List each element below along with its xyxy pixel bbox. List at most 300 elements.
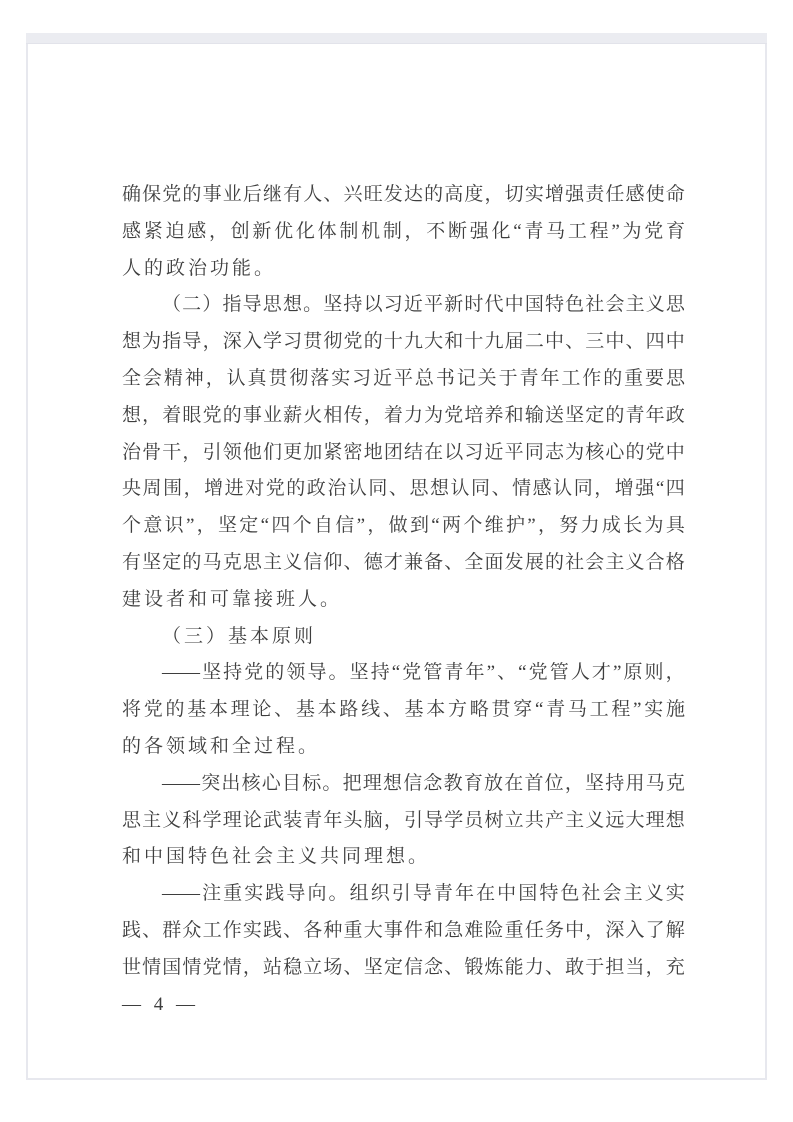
char: 平 — [504, 441, 524, 463]
char: 共 — [524, 809, 544, 831]
char: 感 — [532, 478, 552, 500]
char: 、 — [382, 699, 402, 721]
text-line — [122, 766, 685, 803]
char: 中 — [504, 294, 524, 316]
char: 的 — [165, 699, 185, 721]
char: 眼 — [182, 404, 202, 426]
char: ” — [633, 699, 642, 721]
char: 为 — [565, 441, 585, 463]
char: 、 — [544, 956, 564, 978]
char: 平 — [393, 367, 413, 389]
char: ， — [142, 404, 162, 426]
char: 本 — [317, 699, 337, 721]
char: 场 — [323, 956, 343, 978]
char: 护 — [505, 515, 525, 537]
char: 和 — [504, 404, 524, 426]
char: 持 — [223, 662, 243, 684]
char: 要 — [645, 367, 665, 389]
char: 略 — [469, 699, 489, 721]
char: 党 — [202, 404, 222, 426]
char: 以 — [444, 441, 464, 463]
char: 青 — [546, 699, 566, 721]
text-line — [122, 361, 685, 398]
char: 、 — [497, 662, 517, 684]
char: 神 — [184, 367, 204, 389]
char: 主 — [142, 809, 162, 831]
char: ， — [645, 956, 665, 978]
char: 立 — [303, 956, 323, 978]
char: 中 — [665, 331, 685, 353]
char: 学 — [444, 809, 464, 831]
char: 个 — [122, 515, 142, 537]
char: 年 — [465, 662, 485, 684]
char: 心 — [605, 441, 625, 463]
char: 认 — [226, 367, 246, 389]
char: 实 — [242, 919, 262, 941]
char: 持 — [343, 294, 363, 316]
char: 党 — [202, 956, 222, 978]
char: 地 — [363, 441, 383, 463]
char: ， — [585, 919, 605, 941]
char: 有 — [122, 551, 142, 573]
char: 导 — [286, 883, 306, 905]
char: ， — [208, 220, 228, 242]
char: 着 — [383, 404, 403, 426]
char: 引 — [391, 883, 411, 905]
char: 织 — [370, 883, 390, 905]
char: 产 — [544, 809, 564, 831]
char: 党 — [528, 662, 548, 684]
char: 。 — [328, 883, 348, 905]
char: ， — [484, 184, 504, 205]
char: 导 — [424, 809, 444, 831]
char: 出 — [221, 772, 241, 794]
char: 武 — [262, 809, 282, 831]
char: 义 — [585, 809, 605, 831]
char: 论 — [242, 809, 262, 831]
char: 会 — [605, 294, 625, 316]
char: ） — [202, 294, 222, 316]
char: 目 — [282, 772, 302, 794]
text-line — [122, 913, 685, 950]
char: 识 — [164, 515, 184, 537]
char: 科 — [182, 809, 202, 831]
char: 工 — [202, 919, 222, 941]
char: 稳 — [283, 956, 303, 978]
char: 工 — [567, 220, 587, 242]
char: 克 — [222, 551, 242, 573]
char: 贯 — [303, 331, 323, 353]
char: 施 — [665, 699, 685, 721]
document-text-block — [122, 177, 685, 1023]
char: 和 — [424, 919, 444, 941]
char: 想 — [665, 809, 685, 831]
char: 远 — [605, 809, 625, 831]
text-line: 人的政治功能。 — [122, 257, 277, 279]
char: 全 — [464, 551, 484, 573]
char: 了 — [645, 919, 665, 941]
char: 成 — [601, 515, 621, 537]
char: 头 — [343, 809, 363, 831]
char: 精 — [163, 367, 183, 389]
char: 解 — [665, 919, 685, 941]
char: 制 — [382, 220, 402, 242]
char: “ — [655, 478, 665, 500]
char: 意 — [143, 515, 163, 537]
char: 二 — [182, 294, 202, 316]
char: 核 — [241, 772, 261, 794]
char: 责 — [585, 184, 605, 205]
char: ， — [202, 331, 222, 353]
text-line — [122, 692, 685, 729]
char: 人 — [303, 184, 323, 205]
char: 程 — [589, 220, 609, 242]
char: 工 — [589, 699, 609, 721]
char: 导 — [412, 883, 432, 905]
char: 将 — [122, 699, 142, 721]
char: 着 — [162, 404, 182, 426]
char: 、 — [283, 919, 303, 941]
char: 社 — [565, 551, 585, 573]
char: 认 — [347, 478, 367, 500]
char: 急 — [444, 919, 464, 941]
char: 务 — [544, 919, 564, 941]
char: 主 — [605, 551, 625, 573]
char: 有 — [283, 184, 303, 205]
char: 坚 — [565, 404, 585, 426]
text-line — [122, 950, 685, 987]
char: 具 — [665, 515, 685, 537]
char: 个 — [463, 515, 483, 537]
char: 不 — [426, 220, 446, 242]
char: 想 — [429, 478, 449, 500]
char: 年 — [323, 809, 343, 831]
char: 青 — [303, 809, 323, 831]
char: 迫 — [165, 220, 185, 242]
text-line — [122, 471, 685, 508]
char: 的 — [603, 367, 623, 389]
char: 引 — [403, 809, 423, 831]
char: 情 — [182, 956, 202, 978]
char: 真 — [247, 367, 267, 389]
char: 二 — [524, 331, 544, 353]
char: 理 — [222, 809, 242, 831]
char: 增 — [204, 478, 224, 500]
char: “ — [518, 662, 527, 684]
char: 届 — [504, 331, 524, 353]
char: 国 — [518, 883, 538, 905]
char: 本 — [208, 699, 228, 721]
char: 入 — [242, 331, 262, 353]
char: ， — [196, 515, 216, 537]
char: 对 — [245, 478, 265, 500]
char: 持 — [370, 662, 390, 684]
char: 脑 — [363, 809, 383, 831]
char: 实 — [331, 367, 351, 389]
char: 后 — [242, 184, 262, 205]
text-line — [122, 435, 685, 472]
char: 、 — [274, 699, 294, 721]
char: 党 — [644, 220, 664, 242]
char: 断 — [448, 220, 468, 242]
char: 。 — [328, 662, 348, 684]
char: 中 — [605, 331, 625, 353]
char: 马 — [202, 551, 222, 573]
char: 为 — [142, 331, 162, 353]
char: 情 — [142, 956, 162, 978]
char: 马 — [546, 220, 566, 242]
char: 重 — [223, 883, 243, 905]
char: 信 — [335, 515, 355, 537]
char: （ — [162, 294, 182, 316]
char: “ — [534, 699, 544, 721]
char: 、 — [343, 956, 363, 978]
char: 大 — [363, 919, 383, 941]
char: 化 — [295, 220, 315, 242]
char: 定 — [162, 551, 182, 573]
char: 同 — [368, 478, 388, 500]
char: 事 — [202, 184, 222, 205]
char: 贯 — [491, 699, 511, 721]
text-line: 建设者和可靠接班人。 — [122, 588, 343, 610]
char: 全 — [122, 367, 142, 389]
char: 的 — [544, 551, 564, 573]
char: 指 — [222, 294, 242, 316]
char: 、 — [444, 551, 464, 573]
char: “ — [431, 515, 440, 537]
char: 方 — [448, 699, 468, 721]
char: 实 — [524, 184, 544, 205]
char: 九 — [484, 331, 504, 353]
char: 骨 — [142, 441, 162, 463]
char: 克 — [665, 772, 685, 794]
char: 定 — [239, 515, 259, 537]
page-number: — 4 — — [122, 993, 199, 1015]
char: 到 — [409, 515, 429, 537]
char: 念 — [423, 772, 443, 794]
char: 治 — [122, 441, 142, 463]
char: 实 — [665, 883, 685, 905]
char: 落 — [310, 367, 330, 389]
char: 近 — [373, 367, 393, 389]
char: 各 — [303, 919, 323, 941]
char: 相 — [323, 404, 343, 426]
char: 坚 — [349, 662, 369, 684]
char: 志 — [544, 441, 564, 463]
char: 思 — [262, 294, 282, 316]
char: 作 — [222, 919, 242, 941]
text-line: （三）基本原则 — [162, 625, 317, 647]
char: 养 — [484, 404, 504, 426]
char: ” — [356, 515, 366, 537]
char: 核 — [585, 441, 605, 463]
char: 他 — [242, 441, 262, 463]
char: 年 — [540, 367, 560, 389]
char: 业 — [262, 404, 282, 426]
char: 思 — [409, 478, 429, 500]
char: 总 — [414, 367, 434, 389]
char: 坚 — [202, 662, 222, 684]
char: 的 — [265, 662, 285, 684]
char: 社 — [585, 294, 605, 316]
char: 路 — [339, 699, 359, 721]
char: 马 — [567, 699, 587, 721]
char: 炼 — [484, 956, 504, 978]
char: 教 — [443, 772, 463, 794]
char: 穿 — [513, 699, 533, 721]
char: 增 — [614, 478, 634, 500]
char: ， — [594, 478, 614, 500]
char: 彻 — [289, 367, 309, 389]
char: 社 — [581, 883, 601, 905]
char: 引 — [202, 441, 222, 463]
char: 坚 — [217, 515, 237, 537]
char: ， — [665, 662, 685, 684]
char: 原 — [623, 662, 643, 684]
char: 国 — [524, 294, 544, 316]
char: 治 — [327, 478, 347, 500]
char: 为 — [622, 220, 642, 242]
char: ， — [205, 367, 225, 389]
char: 立 — [504, 809, 524, 831]
char: 锻 — [464, 956, 484, 978]
char: 习 — [383, 294, 403, 316]
char: 深 — [222, 331, 242, 353]
char: 义 — [283, 551, 303, 573]
char: 信 — [303, 551, 323, 573]
char: 思 — [665, 367, 685, 389]
char: 政 — [665, 404, 685, 426]
char: 体 — [317, 220, 337, 242]
char: —— — [162, 883, 200, 905]
char: 领 — [286, 662, 306, 684]
char: 认 — [450, 478, 470, 500]
char: 中 — [497, 883, 517, 905]
char: 实 — [244, 883, 264, 905]
char: 基 — [187, 699, 207, 721]
char: 制 — [339, 220, 359, 242]
char: 人 — [570, 662, 590, 684]
char: 基 — [295, 699, 315, 721]
char: ” — [611, 220, 620, 242]
char: 中 — [544, 331, 564, 353]
char: 群 — [162, 919, 182, 941]
char: 义 — [645, 294, 665, 316]
char: 确 — [122, 184, 142, 205]
char: 紧 — [143, 220, 163, 242]
char: 习 — [464, 441, 484, 463]
char: 青 — [433, 883, 453, 905]
char: ， — [383, 809, 403, 831]
char: 特 — [539, 883, 559, 905]
char: 义 — [162, 809, 182, 831]
char: 青 — [524, 220, 544, 242]
char: 员 — [464, 809, 484, 831]
char: 才 — [591, 662, 611, 684]
char: 强 — [469, 220, 489, 242]
text-line — [122, 398, 685, 435]
char: 持 — [605, 772, 625, 794]
char: 注 — [202, 883, 222, 905]
char: 导 — [242, 294, 262, 316]
char: 政 — [306, 478, 326, 500]
text-line — [122, 214, 685, 251]
char: ” — [527, 515, 536, 537]
char: 新 — [444, 294, 464, 316]
char: 树 — [484, 809, 504, 831]
char: 紧 — [323, 441, 343, 463]
char: 大 — [424, 331, 444, 353]
char: 敢 — [565, 956, 585, 978]
char: “ — [260, 515, 270, 537]
char: 中 — [665, 441, 685, 463]
char: 同 — [573, 478, 593, 500]
char: 种 — [323, 919, 343, 941]
char: ， — [183, 478, 203, 500]
char: 情 — [222, 956, 242, 978]
char: 标 — [302, 772, 322, 794]
char: 入 — [625, 919, 645, 941]
char: 命 — [665, 184, 685, 205]
char: 仰 — [323, 551, 343, 573]
char: 感 — [122, 220, 142, 242]
char: 九 — [403, 331, 423, 353]
document-page — [26, 33, 767, 1080]
char: 特 — [544, 294, 564, 316]
char: 党 — [645, 441, 665, 463]
char: 德 — [363, 551, 383, 573]
char: 的 — [182, 551, 202, 573]
char: 青 — [519, 367, 539, 389]
char: 、 — [142, 919, 162, 941]
char: 会 — [585, 551, 605, 573]
char: 突 — [201, 772, 221, 794]
char: 、 — [491, 478, 511, 500]
char: 的 — [182, 184, 202, 205]
char: 认 — [553, 478, 573, 500]
char: 义 — [644, 883, 664, 905]
char: 领 — [222, 441, 242, 463]
char: 组 — [349, 883, 369, 905]
char: 近 — [484, 441, 504, 463]
char: 关 — [477, 367, 497, 389]
char: 做 — [388, 515, 408, 537]
text-line — [122, 803, 685, 840]
char: 周 — [142, 478, 162, 500]
char: 党 — [244, 662, 264, 684]
char: 、 — [444, 956, 464, 978]
char: 高 — [444, 184, 464, 205]
char: 工 — [561, 367, 581, 389]
char: 维 — [484, 515, 504, 537]
char: 贯 — [268, 367, 288, 389]
char: 用 — [625, 772, 645, 794]
char: 党 — [143, 699, 163, 721]
char: 践 — [265, 883, 285, 905]
char: 坚 — [323, 294, 343, 316]
char: 育 — [463, 772, 483, 794]
char: 险 — [484, 919, 504, 941]
char: 念 — [424, 956, 444, 978]
char: 备 — [424, 551, 444, 573]
char: 重 — [343, 919, 363, 941]
char: 四 — [665, 478, 685, 500]
char: ， — [564, 772, 584, 794]
char: 重 — [624, 367, 644, 389]
char: 色 — [560, 883, 580, 905]
char: 习 — [352, 367, 372, 389]
char: 在 — [476, 883, 496, 905]
